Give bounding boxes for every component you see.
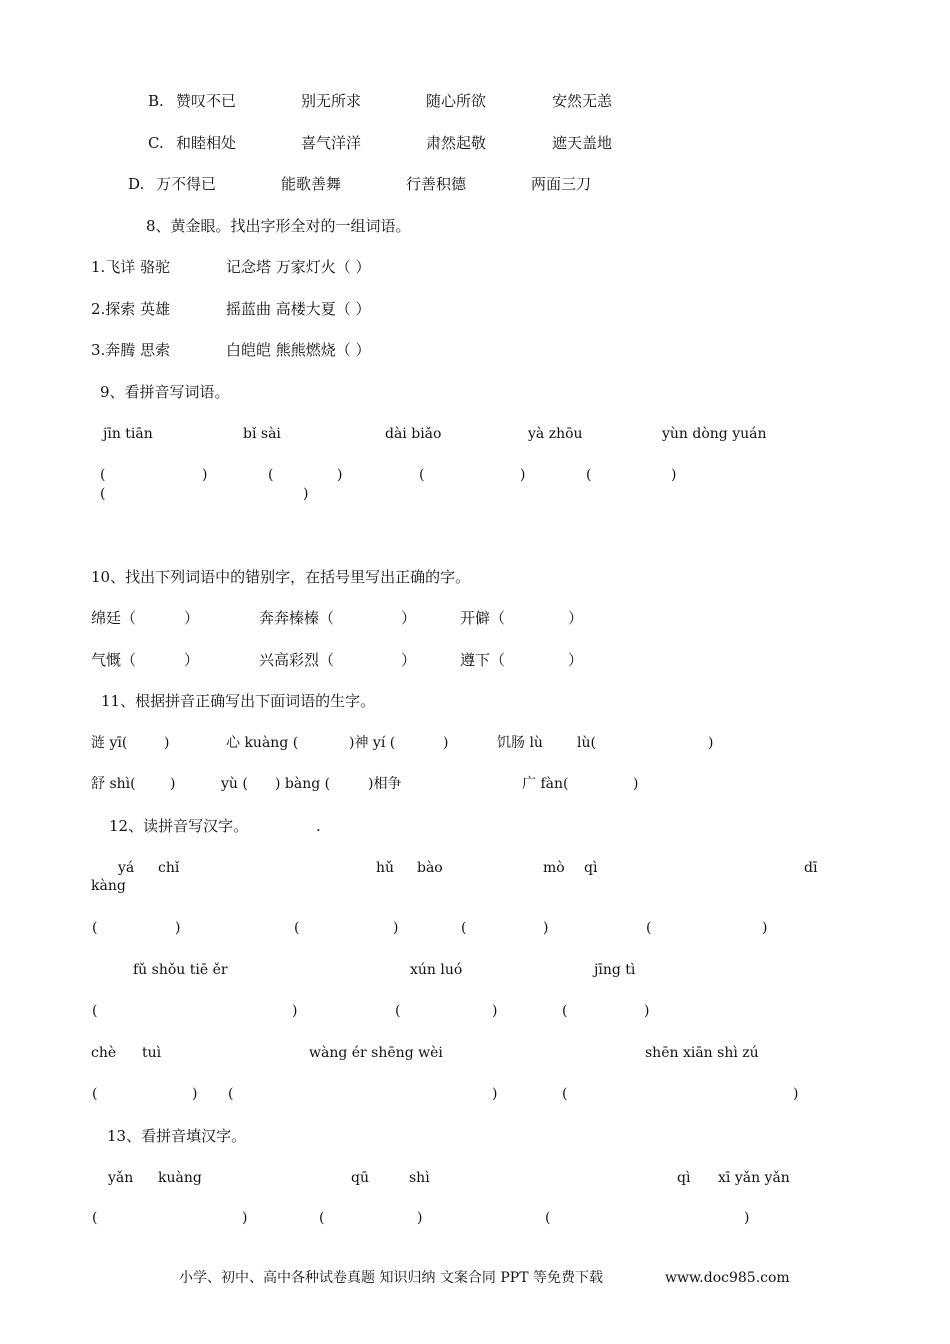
q9-pinyin-3: dài biǎo	[385, 426, 442, 442]
option-d-word-4: 两面三刀	[531, 175, 592, 193]
q12-p2-3: jīng tì	[594, 962, 636, 978]
q12-dot: .	[316, 817, 321, 835]
q13-bracket-open-2: (	[319, 1210, 325, 1226]
option-b-word-2: 别无所求	[301, 92, 362, 110]
q12-p3-4: shēn xiān shì zú	[645, 1045, 759, 1061]
q9-bracket-close-3: )	[520, 467, 526, 483]
footer-text: 小学、初中、高中各种试卷真题 知识归纳 文案合同 PPT 等免费下载	[179, 1270, 603, 1286]
q9-bracket-open-1: (	[100, 467, 106, 483]
q11-r2-item-6: 广 fàn(	[522, 776, 569, 792]
q12-b2-close-1: )	[292, 1003, 298, 1019]
option-d-word-2: 能歌善舞	[281, 175, 342, 193]
q11-r1-item-1: 涟 yī(	[91, 735, 128, 751]
q11-r2-item-2: )	[170, 776, 176, 792]
option-d-label: D.	[128, 175, 145, 193]
q13-bracket-open-3: (	[545, 1210, 551, 1226]
q12-b2-close-3: )	[644, 1003, 650, 1019]
question-9-title: 9、看拼音写词语。	[100, 383, 230, 401]
q12-b3-close-1: )	[192, 1086, 198, 1102]
q9-bracket-open-5: (	[100, 486, 106, 502]
q11-r1-item-3: 心 kuàng (	[226, 735, 299, 751]
option-b-word-1: 赞叹不已	[176, 92, 237, 110]
q12-b1-open-3: (	[461, 920, 467, 936]
q8-row-2-a: 2.探索 英雄	[91, 300, 171, 318]
q12-b2-close-2: )	[492, 1003, 498, 1019]
q9-pinyin-5: yùn dòng yuán	[662, 426, 767, 442]
q12-b1-open-2: (	[294, 920, 300, 936]
q8-row-3-b: 白皑皑 熊熊燃烧（ ）	[226, 341, 371, 359]
q9-bracket-open-2: (	[268, 467, 274, 483]
option-d-word-1: 万不得已	[156, 175, 217, 193]
q11-r1-item-5: )	[443, 735, 449, 751]
q13-pinyin-1: yǎn	[108, 1170, 134, 1186]
q10-r1-word-3: 开僻（	[460, 609, 506, 627]
q12-p3-1: chè	[91, 1045, 117, 1061]
q9-bracket-open-3: (	[419, 467, 425, 483]
q9-pinyin-1: jīn tiān	[103, 426, 153, 442]
q11-r1-item-7: lù(	[577, 735, 596, 751]
q11-r1-item-4: )神 yí (	[349, 735, 396, 751]
q11-r2-item-3: yù (	[221, 776, 248, 792]
q12-b3-open-3: (	[562, 1086, 568, 1102]
q12-b1-open-4: (	[646, 920, 652, 936]
q10-r2-close-2: ）	[401, 651, 417, 669]
q10-r2-close-1: ）	[184, 651, 200, 669]
q13-bracket-close-1: )	[242, 1210, 248, 1226]
q11-r1-item-8: )	[708, 735, 714, 751]
option-c-word-3: 肃然起敬	[426, 134, 487, 152]
q13-pinyin-3: qū	[351, 1170, 369, 1186]
q8-row-2-b: 摇蓝曲 高楼大夏（ ）	[226, 300, 371, 318]
q10-r1-word-1: 绵廷（	[91, 609, 137, 627]
q13-pinyin-4: shì	[409, 1170, 430, 1186]
q13-pinyin-5: qì	[677, 1170, 691, 1186]
q11-r1-item-6: 饥肠 lù	[497, 735, 543, 751]
option-c-word-4: 遮天盖地	[552, 134, 613, 152]
option-b-word-4: 安然无恙	[552, 92, 613, 110]
q12-p1-7: dī	[804, 860, 818, 876]
q9-pinyin-2: bǐ sài	[243, 426, 281, 442]
q10-r2-close-3: ）	[568, 651, 584, 669]
q12-p1-8: kàng	[91, 878, 126, 894]
q11-r2-item-7: )	[633, 776, 639, 792]
option-c-word-1: 和睦相处	[176, 134, 237, 152]
q12-p1-2: chǐ	[158, 860, 180, 876]
q13-bracket-close-2: )	[417, 1210, 423, 1226]
q12-b1-close-3: )	[543, 920, 549, 936]
q12-b1-close-1: )	[175, 920, 181, 936]
q12-b2-open-3: (	[562, 1003, 568, 1019]
q12-p3-2: tuì	[142, 1045, 162, 1061]
q12-p1-6: qì	[584, 860, 598, 876]
q12-b3-close-3: )	[793, 1086, 799, 1102]
q12-p2-1: fǔ shǒu tiē ěr	[133, 962, 228, 978]
q13-bracket-open-1: (	[92, 1210, 98, 1226]
question-11-title: 11、根据拼音正确写出下面词语的生字。	[101, 692, 376, 710]
q8-row-1-a: 1.飞详 骆驼	[91, 258, 171, 276]
q12-p1-3: hǔ	[376, 860, 395, 876]
q12-b3-open-2: (	[228, 1086, 234, 1102]
q12-b2-open-2: (	[395, 1003, 401, 1019]
q10-r1-close-2: ）	[401, 609, 417, 627]
q8-row-1-b: 记念塔 万家灯火（ ）	[226, 258, 371, 276]
option-d-word-3: 行善积德	[406, 175, 467, 193]
option-c-word-2: 喜气洋洋	[301, 134, 362, 152]
question-10-title: 10、找出下列词语中的错别字，在括号里写出正确的字。	[91, 568, 471, 586]
footer-url[interactable]: www.doc985.com	[665, 1270, 790, 1286]
q13-pinyin-2: kuàng	[158, 1170, 202, 1186]
q12-b1-close-2: )	[393, 920, 399, 936]
q9-bracket-open-4: (	[586, 467, 592, 483]
q12-p3-3: wàng ér shēng wèi	[309, 1045, 443, 1061]
q12-b1-open-1: (	[92, 920, 98, 936]
q12-p1-5: mò	[543, 860, 565, 876]
q12-p1-4: bào	[417, 860, 443, 876]
q10-r2-word-3: 遵下（	[460, 651, 506, 669]
q11-r2-item-5: )相争	[368, 776, 402, 792]
option-c-label: C.	[148, 134, 164, 152]
option-b-label: B.	[148, 92, 164, 110]
q13-bracket-close-3: )	[744, 1210, 750, 1226]
q9-bracket-close-5: )	[303, 486, 309, 502]
q9-bracket-close-1: )	[202, 467, 208, 483]
question-12-title: 12、读拼音写汉字。	[109, 817, 249, 835]
q11-r1-item-2: )	[164, 735, 170, 751]
q12-p2-2: xún luó	[410, 962, 463, 978]
q9-pinyin-4: yà zhōu	[528, 426, 583, 442]
q13-pinyin-6: xī yǎn yǎn	[718, 1170, 790, 1186]
question-13-title: 13、看拼音填汉字。	[107, 1127, 247, 1145]
q12-b1-close-4: )	[762, 920, 768, 936]
q8-row-3-a: 3.奔腾 思索	[91, 341, 171, 359]
q9-bracket-close-2: )	[337, 467, 343, 483]
q12-b3-close-2: )	[492, 1086, 498, 1102]
q10-r1-close-3: ）	[568, 609, 584, 627]
q11-r2-item-1: 舒 shì(	[91, 776, 136, 792]
q10-r2-word-2: 兴高彩烈（	[259, 651, 335, 669]
q11-r2-item-4: ) bàng (	[275, 776, 331, 792]
q12-b3-open-1: (	[92, 1086, 98, 1102]
q10-r1-word-2: 奔奔榛榛（	[259, 609, 335, 627]
q9-bracket-close-4: )	[671, 467, 677, 483]
option-b-word-3: 随心所欲	[426, 92, 487, 110]
q12-b2-open-1: (	[92, 1003, 98, 1019]
question-8-title: 8、黄金眼。找出字形全对的一组词语。	[146, 217, 411, 235]
q10-r2-word-1: 气慨（	[91, 651, 137, 669]
q10-r1-close-1: ）	[184, 609, 200, 627]
q12-p1-1: yá	[118, 860, 135, 876]
